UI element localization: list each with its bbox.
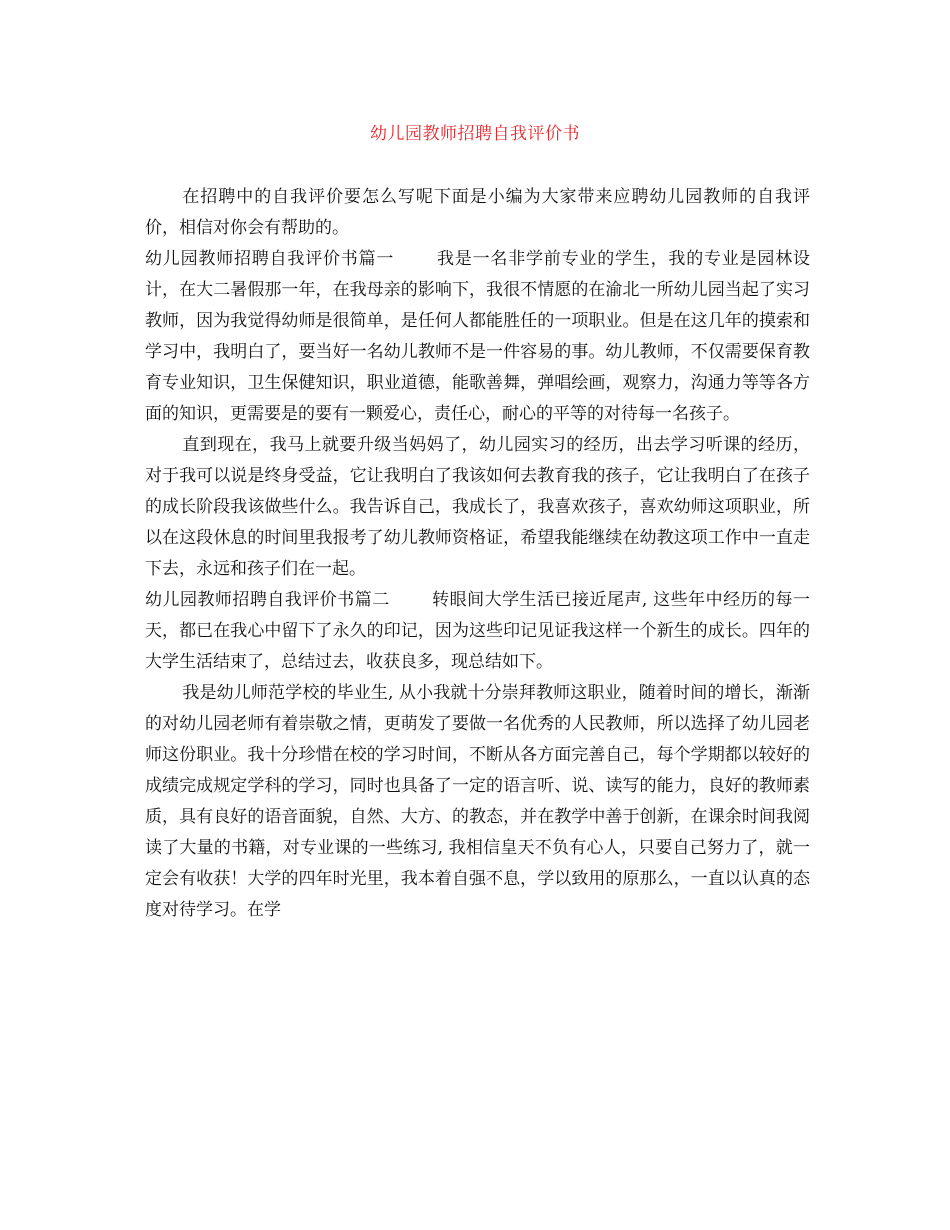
section-1-paragraph-2: 直到现在，我马上就要升级当妈妈了，幼儿园实习的经历，出去学习听课的经历，对于我可以说是终身受益，它让我明白了我该如何去教育我的孩子，它让我明白了在孩子的成长阶段我该做些什么。我告诉自己，我成长了，我喜欢孩子，喜欢幼师这项职业，所以在这段休息的时间里我报考了幼儿教师资格证，希望我能继续在幼教这项工作中一直走下去，永远和孩子们在一起。 — [145, 435, 810, 579]
section-2-paragraph-1 — [145, 585, 810, 678]
section-2-text-1: 转眼间大学生活已接近尾声, 这些年中经历的每一天，都已在我心中留下了永久的印记，因为这些印记见证我这样一个新生的成长。四年的大学生活结束了，总结过去，收获良多，现总结如下。 — [145, 590, 810, 672]
section-1-text-1: 我是一名非学前专业的学生，我的专业是园林设计，在大二暑假那一年，在我母亲的影响下，我很不情愿的在渝北一所幼儿园当起了实习教师，因为我觉得幼师是很简单，是任何人都能胜任的一项职业。但是在这几年的摸索和学习中，我明白了，要当好一名幼儿教师不是一件容易的事。幼儿教师，不仅需要保育教育专业知识，卫生保健知识，职业道德，能歌善舞，弹唱绘画，观察力，沟通力等等各方面的知识，更需要是的要有一颗爱心，责任心，耐心的平等的对待每一名孩子。 — [145, 249, 811, 424]
document-title: 幼儿园教师招聘自我评价书 — [370, 124, 580, 144]
section-1-paragraph-1 — [145, 244, 810, 430]
section-1-heading: 幼儿园教师招聘自我评价书篇一 — [145, 249, 395, 269]
document-body — [145, 182, 810, 926]
section-2-heading: 幼儿园教师招聘自我评价书篇二 — [145, 590, 390, 610]
intro-paragraph: 在招聘中的自我评价要怎么写呢下面是小编为大家带来应聘幼儿园教师的自我评价，相信对你会有帮助的。 — [145, 187, 810, 238]
section-2-paragraph-2: 我是幼儿师范学校的毕业生, 从小我就十分崇拜教师这职业，随着时间的增长，渐渐的对幼儿园老师有着崇敬之情，更萌发了要做一名优秀的人民教师，所以选择了幼儿园老师这份职业。我十分珍惜在校的学习时间，不断从各方面完善自己，每个学期都以较好的成绩完成规定学科的学习，同时也具备了一定的语言听、说、读写的能力，良好的教师素质，具有良好的语音面貌，自然、大方、的教态，并在教学中善于创新，在课余时间我阅读了大量的书籍，对专业课的一些练习, 我相信皇天不负有心人，只要自己努力了，就一定会有收获！大学的四年时光里，我本着自强不息，学以致用的原那么，一直以认真的态度对待学习。在学 — [145, 683, 810, 920]
